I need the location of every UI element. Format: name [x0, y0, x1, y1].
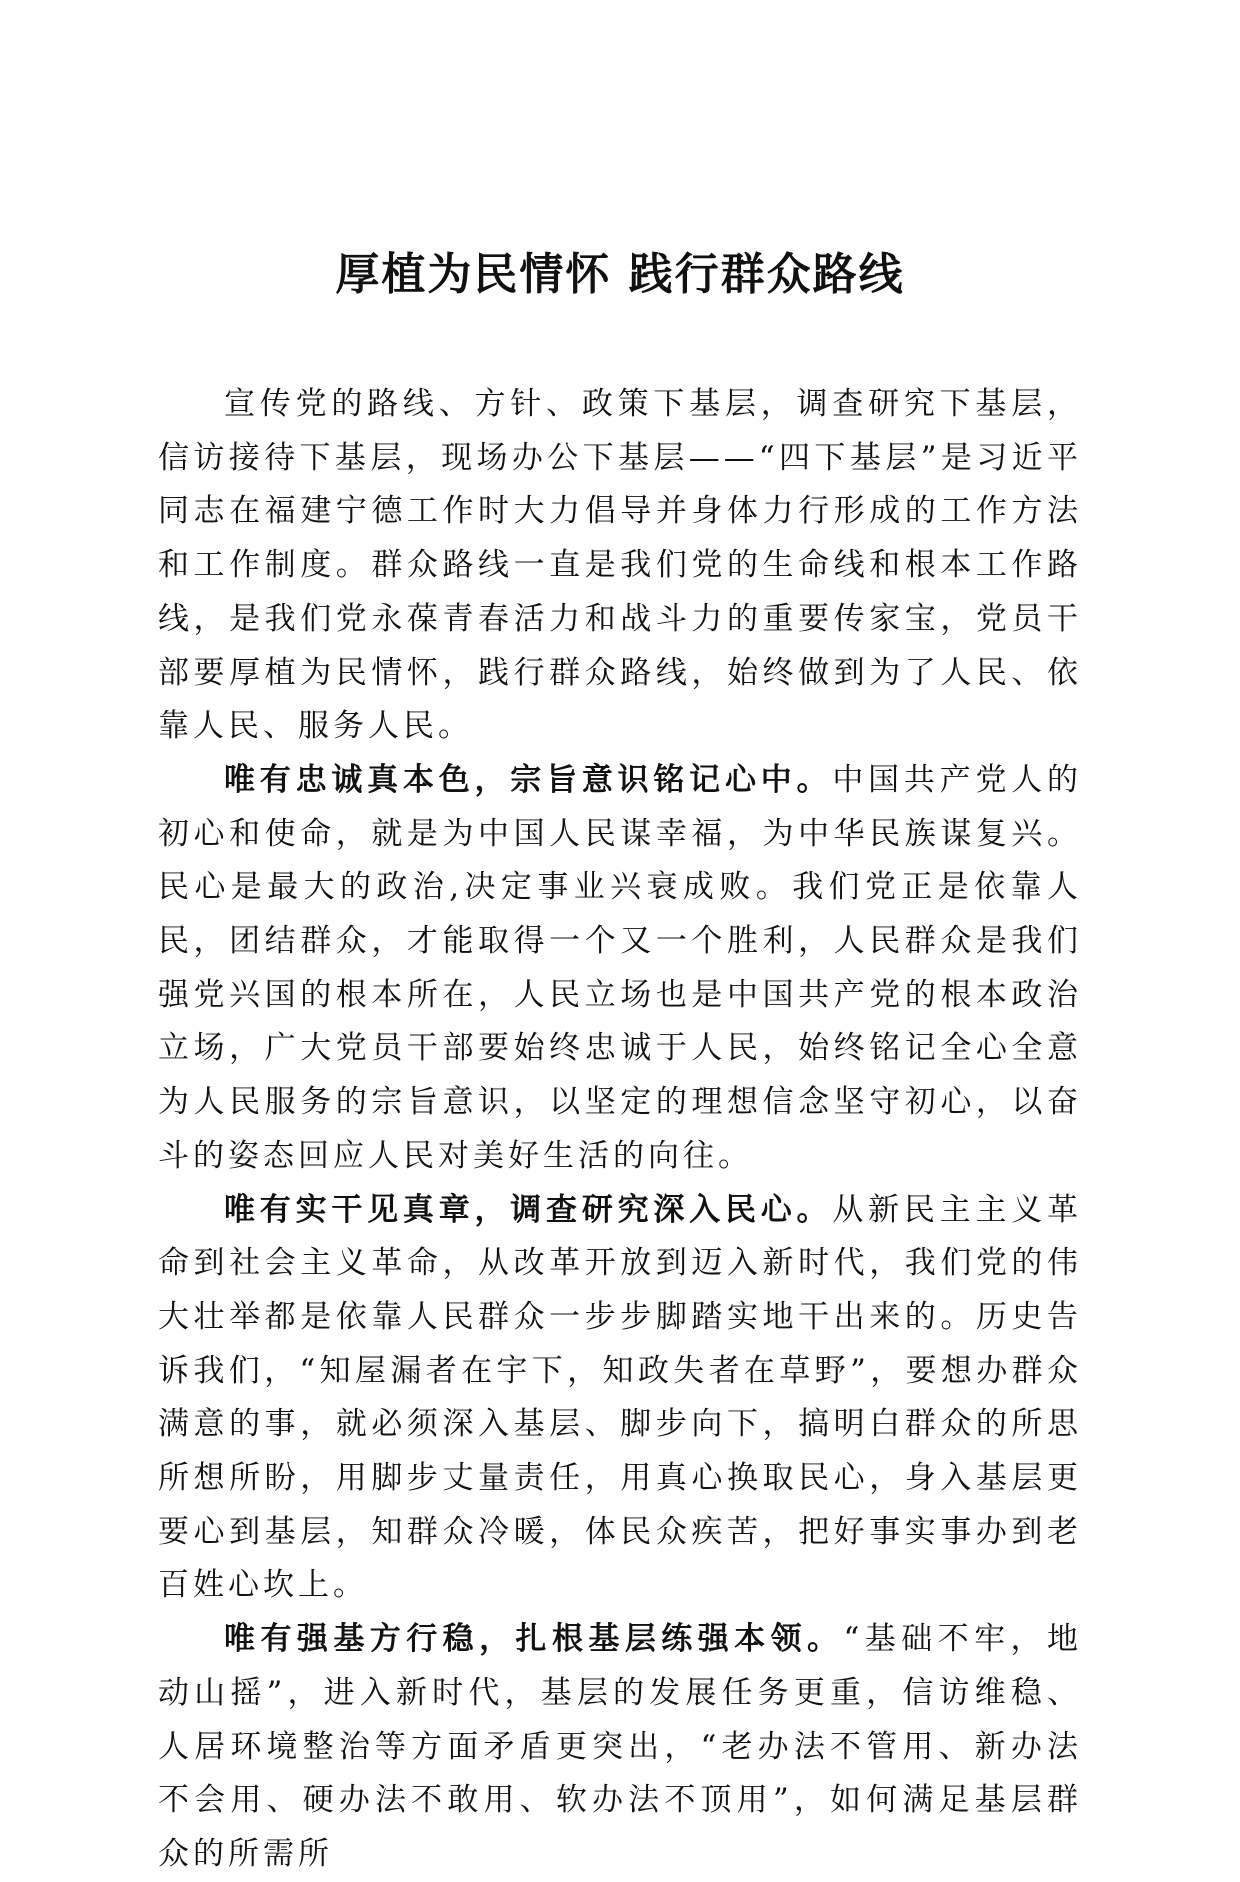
paragraph-text: 从新民主主义革命到社会主义革命，从改革开放到迈入新时代，我们党的伟大壮举都是依靠人民群众一步步脚踏实地干出来的。历史告诉我们，“知屋漏者在宇下，知政失者在草野”，要想办群众满意的事，就必须深入基层、脚步向下，搞明白群众的所思所想所盼，用脚步丈量责任，用真心换取民心，身入基层更要心到基层，知群众冷暖，体民众疾苦，把好事实事办到老百姓心坎上。	[158, 1191, 1083, 1604]
paragraph-loyalty	[158, 754, 1082, 1184]
paragraph-intro	[158, 378, 1082, 754]
document-title: 厚植为民情怀 践行群众路线	[335, 249, 905, 300]
paragraph-lead-heading: 唯有忠诚真本色，宗旨意识铭记心中。	[224, 761, 833, 798]
paragraph-lead-heading: 唯有强基方行稳，扎根基层练强本领。	[224, 1621, 844, 1658]
paragraph-action	[158, 1184, 1082, 1614]
paragraph-text: 宣传党的路线、方针、政策下基层，调查研究下基层，信访接待下基层，现场办公下基层——“四下基层”是习近平同志在福建宁德工作时大力倡导并身体力行形成的工作方法和工作制度。群众路线一直是我们党的生命线和根本工作路线，是我们党永葆青春活力和战斗力的重要传家宝，党员干部要厚植为民情怀，践行群众路线，始终做到为了人民、依靠人民、服务人民。	[158, 386, 1082, 745]
paragraph-lead-heading: 唯有实干见真章，调查研究深入民心。	[224, 1191, 833, 1228]
paragraph-grassroots	[158, 1613, 1082, 1882]
paragraph-text: 中国共产党人的初心和使命，就是为中国人民谋幸福，为中华民族谋复兴。民心是最大的政治,决定事业兴衰成败。我们党正是依靠人民，团结群众，才能取得一个又一个胜利，人民群众是我们强党兴国的根本所在，人民立场也是中国共产党的根本政治立场，广大党员干部要始终忠诚于人民，始终铭记全心全意为人民服务的宗旨意识，以坚定的理想信念坚守初心，以奋斗的姿态回应人民对美好生活的向往。	[158, 761, 1083, 1174]
paragraph-text: “基础不牢，地动山摇”，进入新时代，基层的发展任务更重，信访维稳、人居环境整治等方面矛盾更突出，“老办法不管用、新办法不会用、硬办法不敢用、软办法不顶用”，如何满足基层群众的所需所	[158, 1621, 1082, 1872]
document-body	[158, 378, 1082, 1882]
